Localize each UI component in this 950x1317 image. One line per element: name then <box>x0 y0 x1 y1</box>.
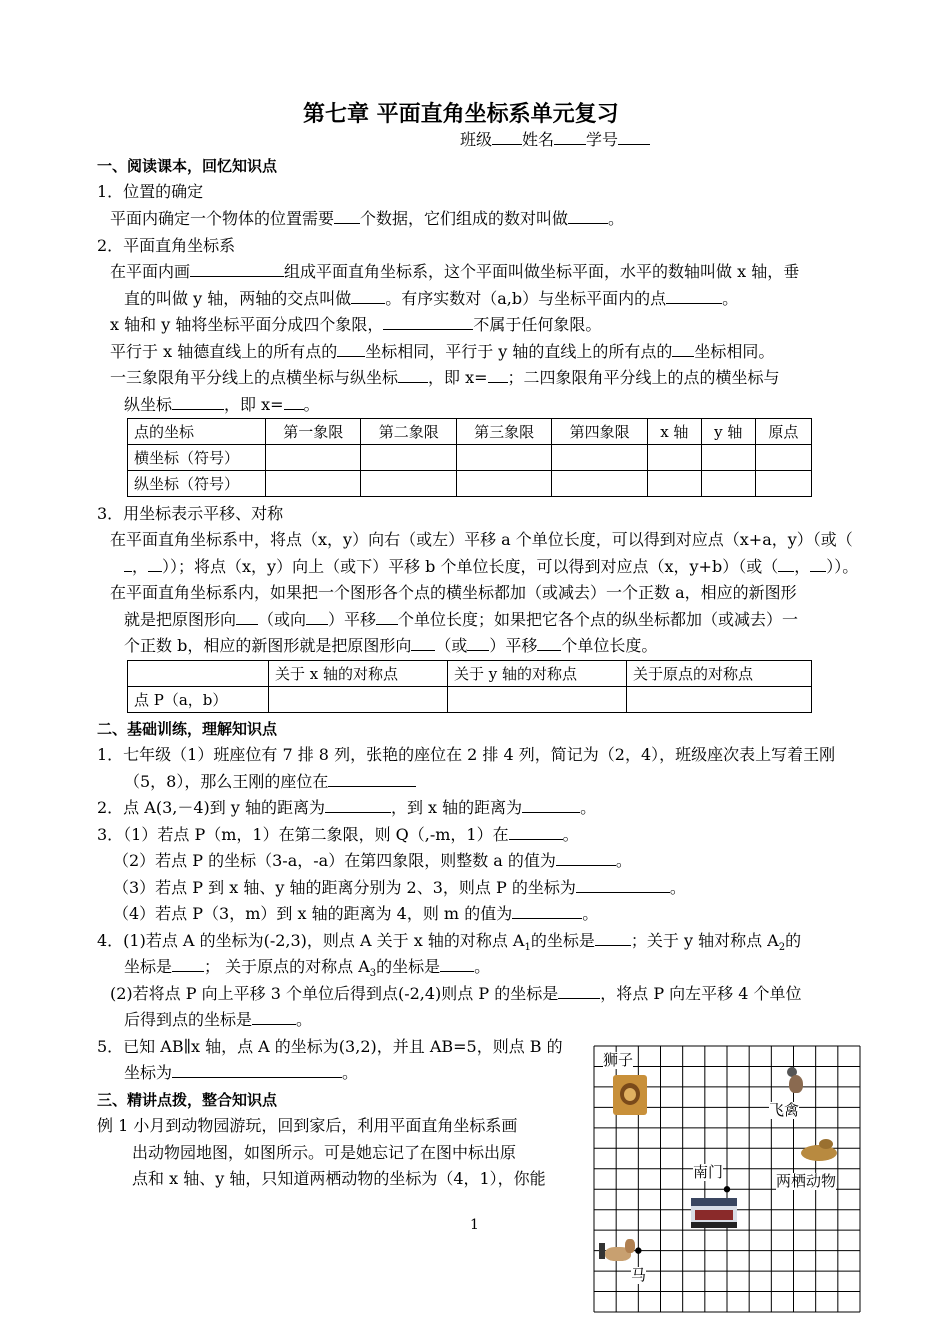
item-3-line-5: 个正数 b，相应的新图形就是把原图形向 （或 ）平移 个单位长度。 <box>124 636 658 655</box>
zoo-map <box>593 1045 861 1313</box>
item-2-heading: 2．平面直角坐标系 <box>97 236 236 255</box>
item-3-line-3: 在平面直角坐标系内，如果把一个图形各个点的横坐标都加（或减去）一个正数 a，相应的新图形 <box>110 583 797 602</box>
question-1-line-2: （5，8），那么王刚的座位在 <box>124 772 416 792</box>
item-3-line-2: ， ））；将点（x，y）向上（或下）平移 b 个单位长度，可以得到对应点（x，y+b）（或（ ， ））。 <box>124 557 858 577</box>
table-header: 第一象限 <box>266 419 361 445</box>
question-4-line-2: 坐标是 ； 关于原点的对称点 $A_3$的坐标是 。 <box>124 957 491 980</box>
example-1-line-3: 点和 x 轴、y 轴，只知道两栖动物的坐标为（4，1），你能 <box>132 1169 546 1188</box>
table-header: x 轴 <box>647 419 701 445</box>
question-3-4: （4）若点 P（3，m）到 x 轴的距离为 4，则 m 的值为 。 <box>113 904 599 923</box>
lion-picture <box>613 1075 647 1115</box>
question-5-line-1: 5．已知 AB∥x 轴，点 A 的坐标为(3,2)，并且 AB=5，则点 B 的 <box>97 1037 563 1056</box>
amphibian-picture <box>799 1137 839 1163</box>
table-header: y 轴 <box>701 419 755 445</box>
table-header: 第二象限 <box>361 419 456 445</box>
question-2: 2．点 A(3,－4)到 y 轴的距离为 ，到 x 轴的距离为 。 <box>97 798 597 817</box>
question-3-1: 3．（1）若点 P（m，1）在第二象限，则 Q（,-m，1）在 。 <box>97 825 579 844</box>
amphibian-label: 两栖动物 <box>776 1172 837 1190</box>
table-header: 第三象限 <box>456 419 551 445</box>
symmetry-table <box>127 660 812 713</box>
bird-label: 飞禽 <box>769 1101 800 1119</box>
gate-picture <box>691 1198 737 1228</box>
table-row: 纵坐标（符号） <box>128 471 812 497</box>
table-header: 关于 x 轴的对称点 <box>269 661 448 687</box>
item-3-heading: 3．用坐标表示平移、对称 <box>97 504 284 523</box>
item-2-line-6: 纵坐标 ，即 x= 。 <box>124 395 320 414</box>
item-2-line-3: x 轴和 y 轴将坐标平面分成四个象限， 不属于任何象限。 <box>110 315 602 334</box>
question-3-2: （2）若点 P 的坐标（3-a，-a）在第四象限，则整数 a 的值为 。 <box>113 851 632 870</box>
item-2-line-5: 一三象限角平分线上的点横坐标与纵坐标 ，即 x= ；二四象限角平分线上的点的横坐标与 <box>110 368 780 387</box>
question-3-3: （3）若点 P 到 x 轴、y 轴的距离分别为 2、3，则点 P 的坐标为 。 <box>113 878 686 897</box>
lion-label: 狮子 <box>603 1051 634 1069</box>
item-2-line-2: 直的叫做 y 轴，两轴的交点叫做 。有序实数对（a,b）与坐标平面内的点 。 <box>124 289 739 308</box>
question-4-line-4: 后得到点的坐标是 。 <box>124 1010 313 1029</box>
page-title: 第七章 平面直角坐标系单元复习 <box>303 101 619 127</box>
item-3-line-4: 就是把原图形向 （或向 ）平移 个单位长度；如果把它各个点的纵坐标都加（或减去）一 <box>124 610 799 629</box>
item-3-line-1: 在平面直角坐标系中，将点（x，y）向右（或左）平移 a 个单位长度，可以得到对应点（x+a，y）（或（ <box>110 530 853 549</box>
header-fields: 班级 姓名 学号 <box>460 130 650 150</box>
question-4-line-3: (2)若将点 P 向上平移 3 个单位后得到点(-2,4)则点 P 的坐标是 ，将点 P 向左平移 4 个单位 <box>110 984 802 1003</box>
table-header: 原点 <box>755 419 811 445</box>
table-row: 横坐标（符号） <box>128 445 812 471</box>
table-header: 关于 y 轴的对称点 <box>448 661 627 687</box>
gate-label: 南门 <box>693 1163 724 1181</box>
gate-point <box>724 1186 730 1192</box>
item-1-heading: 1．位置的确定 <box>97 182 204 201</box>
item-2-line-1: 在平面内画 组成平面直角坐标系，这个平面叫做坐标平面，水平的数轴叫做 x 轴，垂 <box>110 262 800 281</box>
question-5-line-2: 坐标为 。 <box>124 1063 359 1082</box>
table-header: 关于原点的对称点 <box>627 661 812 687</box>
section-2-heading: 二、基础训练，理解知识点 <box>97 720 278 738</box>
example-1-line-2: 出动物园地图，如图所示。可是她忘记了在图中标出原 <box>132 1143 517 1162</box>
item-1-text: 平面内确定一个物体的位置需要 个数据，它们组成的数对叫做 。 <box>110 209 625 228</box>
page-number: 1 <box>470 1217 479 1233</box>
table-header: 第四象限 <box>552 419 647 445</box>
item-2-line-4: 平行于 x 轴德直线上的所有点的 坐标相同，平行于 y 轴的直线上的所有点的 坐标相同。 <box>110 342 775 361</box>
example-1-line-1: 例 1 小月到动物园游玩，回到家后，利用平面直角坐标系画 <box>97 1116 518 1135</box>
question-4-line-1: 4．(1)若点 A 的坐标为(-2,3)，则点 A 关于 x 轴的对称点 $A_1$的坐标是 ；关于 y 轴对称点 $A_2$的 <box>97 931 802 954</box>
bird-picture <box>783 1065 807 1095</box>
question-1-line-1: 1．七年级（1）班座位有 7 排 8 列，张艳的座位在 2 排 4 列，简记为（2，4），班级座次表上写着王刚 <box>97 745 836 764</box>
table-header: 点的坐标 <box>128 419 266 445</box>
table-row: 点 P（a，b） <box>128 687 812 713</box>
section-1-heading: 一、阅读课本，回忆知识点 <box>97 157 278 175</box>
horse-label: 马 <box>631 1266 647 1284</box>
section-3-heading: 三、精讲点拨，整合知识点 <box>97 1091 278 1109</box>
horse-picture <box>597 1235 641 1269</box>
quadrant-sign-table <box>127 418 812 497</box>
